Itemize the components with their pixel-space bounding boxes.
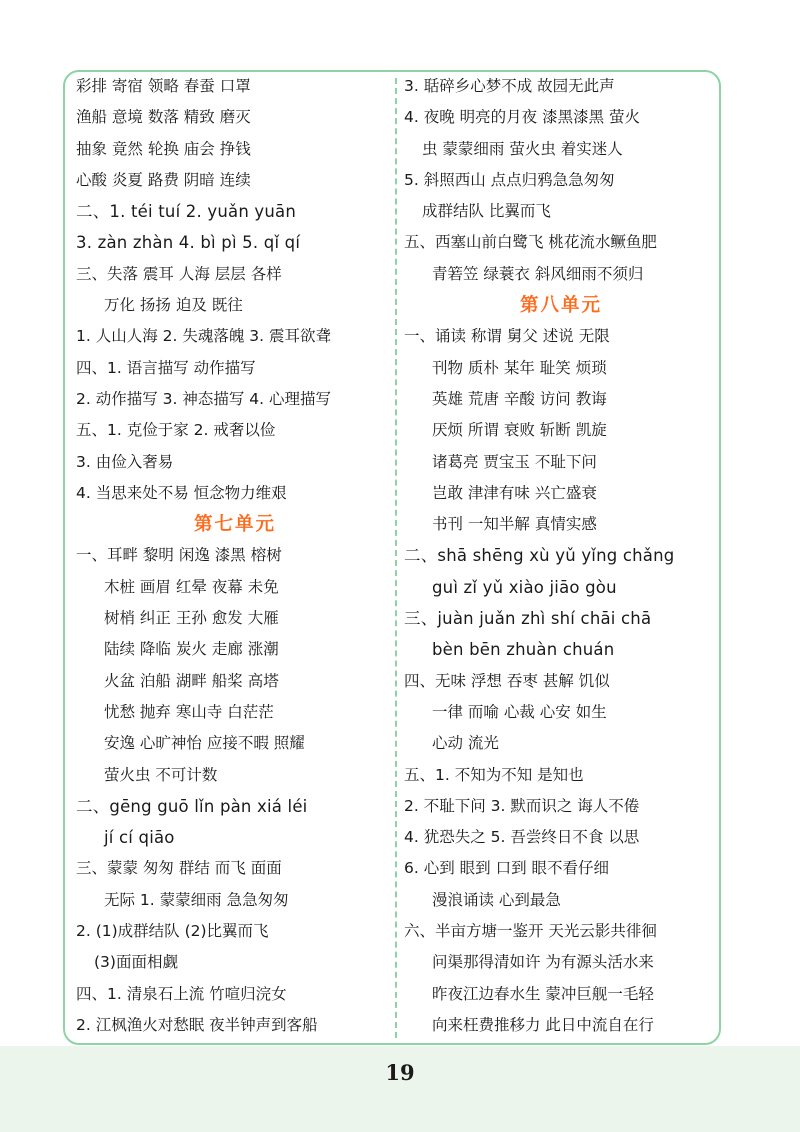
right-answer-line: 一、诵读 称谓 舅父 述说 无限: [404, 327, 610, 346]
right-answer-line: 四、无味 浮想 吞枣 甚解 饥似: [404, 671, 610, 690]
left-answer-line: 2. (1)成群结队 (2)比翼而飞: [76, 922, 269, 941]
left-answer-line: 木桩 画眉 红晕 夜幕 未免: [104, 577, 279, 596]
right-answer-line: 厌烦 所谓 衰败 斩断 凯旋: [432, 421, 607, 440]
left-column: [76, 71, 394, 1041]
left-answer-line: 彩排 寄宿 领略 春蚕 口罩: [76, 77, 251, 95]
right-answer-line: 5. 斜照西山 点点归鸦急急匆匆: [404, 170, 615, 189]
left-answer-line: 渔船 意境 数落 精致 磨灭: [76, 108, 251, 127]
left-answer-line: 忧愁 抛弃 寒山寺 白茫茫: [104, 702, 274, 721]
right-answer-line: 诸葛亮 贾宝玉 不耻下问: [432, 452, 597, 471]
left-answer-line: 五、1. 克俭于家 2. 戒奢以俭: [76, 421, 276, 440]
right-answer-line: 4. 犹恐失之 5. 吾尝终日不食 以思: [404, 828, 640, 847]
right-answer-line: 心动 流光: [432, 734, 499, 753]
right-answer-line: 漫浪诵读 心到最急: [432, 890, 561, 909]
page-number: 19: [385, 1060, 415, 1085]
left-answer-line: 3. zàn zhàn 4. bì pì 5. qǐ qí: [76, 233, 301, 253]
right-answer-line: guì zǐ yǔ xiào jiāo gòu: [432, 577, 617, 597]
left-answer-line: 二、1. téi tuí 2. yuǎn yuān: [76, 202, 297, 222]
left-answer-line: 2. 动作描写 3. 神态描写 4. 心理描写: [76, 389, 332, 408]
right-answer-line: 3. 聒碎乡心梦不成 故园无此声: [404, 77, 615, 95]
right-answer-line: 青箬笠 绿蓑衣 斜风细雨不须归: [432, 264, 644, 283]
right-answer-line: 五、1. 不知为不知 是知也: [404, 765, 584, 784]
right-answer-line: 4. 夜晚 明亮的月夜 漆黑漆黑 萤火: [404, 108, 640, 127]
right-answer-line: 2. 不耻下问 3. 默而识之 诲人不倦: [404, 796, 640, 815]
unit-title: 第八单元: [519, 295, 602, 317]
left-answer-line: 3. 由俭入奢易: [76, 452, 174, 471]
right-answer-line: 成群结队 比翼而飞: [422, 202, 551, 221]
left-answer-line: 萤火虫 不可计数: [104, 765, 218, 784]
left-answer-line: 火盆 泊船 湖畔 船桨 高塔: [104, 671, 279, 690]
right-column: [404, 71, 718, 1041]
left-answer-line: 二、gēng guō lǐn pàn xiá léi: [76, 796, 308, 816]
footer-band: [0, 1046, 800, 1132]
left-answer-line: 4. 当思来处不易 恒念物力维艰: [76, 483, 287, 502]
left-answer-line: 树梢 纠正 王孙 愈发 大雁: [104, 609, 279, 628]
left-answer-line: (3)面面相觑: [94, 953, 178, 972]
column-divider: [395, 78, 397, 1038]
right-answer-line: 昨夜江边春水生 蒙冲巨舰一毛轻: [432, 984, 654, 1003]
right-answer-line: 三、juàn juǎn zhì shí chāi chā: [404, 609, 652, 629]
left-answer-line: 三、蒙蒙 匆匆 群结 而飞 面面: [76, 859, 282, 878]
right-answer-line: 二、shā shēng xù yǔ yǐng chǎng: [404, 546, 675, 566]
left-answer-line: 四、1. 语言描写 动作描写: [76, 358, 256, 377]
left-answer-line: 2. 江枫渔火对愁眠 夜半钟声到客船: [76, 1015, 318, 1034]
left-answer-line: 安逸 心旷神怡 应接不暇 照耀: [104, 734, 305, 753]
right-answer-line: 书刊 一知半解 真情实感: [432, 515, 597, 534]
left-answer-line: 一、耳畔 黎明 闲逸 漆黑 榕树: [76, 546, 282, 565]
right-answer-line: 一律 而喻 心裁 心安 如生: [432, 702, 607, 721]
right-answer-line: 6. 心到 眼到 口到 眼不看仔细: [404, 859, 609, 878]
left-answer-line: 陆续 降临 炭火 走廊 涨潮: [104, 640, 279, 659]
right-answer-line: 虫 蒙蒙细雨 萤火虫 着实迷人: [422, 139, 623, 158]
left-answer-line: jí cí qiāo: [104, 828, 175, 848]
right-answer-line: 刊物 质朴 某年 耻笑 烦琐: [432, 358, 607, 377]
right-answer-line: 英雄 荒唐 辛酸 访问 教诲: [432, 389, 607, 408]
left-answer-line: 抽象 竟然 轮换 庙会 挣钱: [76, 139, 251, 158]
right-answer-line: 六、半亩方塘一鉴开 天光云影共徘徊: [404, 922, 657, 941]
left-answer-line: 心酸 炎夏 路费 阴暗 连续: [76, 170, 251, 189]
left-answer-line: 万化 扬扬 迫及 既往: [104, 296, 243, 315]
right-answer-line: 向来枉费推移力 此日中流自在行: [432, 1015, 654, 1034]
left-answer-line: 无际 1. 蒙蒙细雨 急急匆匆: [104, 890, 289, 909]
unit-title: 第七单元: [193, 514, 276, 536]
right-answer-line: 岂敢 津津有味 兴亡盛衰: [432, 483, 597, 502]
left-answer-line: 1. 人山人海 2. 失魂落魄 3. 震耳欲聋: [76, 327, 332, 346]
left-answer-line: 四、1. 清泉石上流 竹喧归浣女: [76, 984, 287, 1003]
right-answer-line: 五、西塞山前白鹭飞 桃花流水鳜鱼肥: [404, 233, 657, 252]
right-answer-line: 问渠那得清如许 为有源头活水来: [432, 953, 654, 972]
right-answer-line: bèn bēn zhuàn chuán: [432, 640, 615, 660]
left-answer-line: 三、失落 震耳 人海 层层 各样: [76, 264, 282, 283]
